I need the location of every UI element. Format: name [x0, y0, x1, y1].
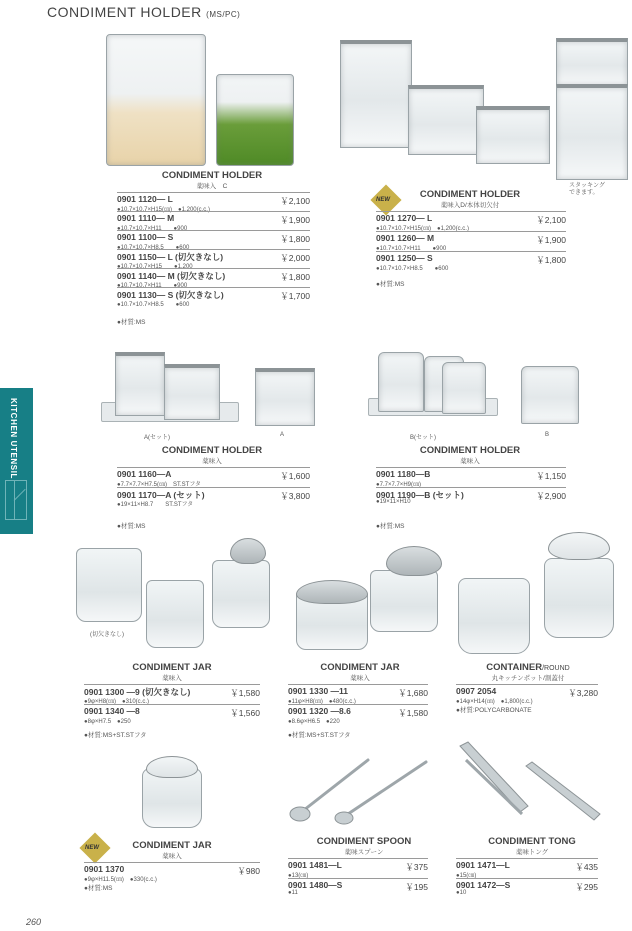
- jar-3-row: [84, 862, 260, 882]
- product-spec: ●11: [288, 890, 298, 896]
- holder-d-stack-top-photo: [556, 38, 628, 86]
- product-spec: ●7.7×7.7×H9(㎝): [376, 482, 421, 488]
- holder-a-subtitle: 薬味入: [202, 458, 222, 465]
- holder-a-set-left-photo: [115, 352, 165, 416]
- jar-2-subtitle: 薬味入: [350, 675, 370, 682]
- product-price: ￥1,900: [536, 235, 566, 245]
- product-spec: ●10.7×10.7×H15 ●1,200: [117, 264, 193, 270]
- jar-2-row: [288, 684, 428, 704]
- product-spec: ●10.7×10.7×H11 ●900: [117, 283, 188, 289]
- product-spec: ●10.7×10.7×H8.5 ●600: [117, 245, 190, 251]
- product-spec: ●8φ×H7.5 ●250: [84, 719, 131, 725]
- holder-a-row: [117, 487, 310, 507]
- product-code: 0901 1270— L: [376, 213, 433, 223]
- tong-subtitle: 薬味トング: [515, 849, 549, 856]
- product-spec: ●15(㎝): [456, 873, 477, 879]
- holder-a-set-right-photo: [164, 364, 220, 420]
- product-price: ￥980: [237, 866, 260, 876]
- section-tab-label: KITCHEN UTENSIL: [9, 398, 18, 479]
- spoon-row: [288, 858, 428, 878]
- holder-d-row: [376, 211, 566, 231]
- product-code: 0901 1471—L: [456, 860, 510, 870]
- holder-b-row: [376, 467, 566, 487]
- holder-a-row: [117, 467, 310, 487]
- container-closed-photo: [458, 578, 530, 654]
- product-price: ￥1,800: [280, 234, 310, 244]
- holder-c-row: [117, 230, 310, 250]
- product-spec: ●9φ×H8(㎝) ●310(c.c.): [84, 699, 149, 705]
- holder-d-row: [376, 251, 566, 271]
- tong-row: [456, 878, 598, 898]
- jar-1-caption: (切欠きなし): [90, 632, 124, 638]
- product-spec: ●10.7×10.7×H8.5 ●600: [376, 266, 449, 272]
- product-code: 0901 1250— S: [376, 253, 433, 263]
- product-price: ￥3,800: [280, 491, 310, 501]
- holder-a-title: CONDIMENT HOLDER: [161, 445, 263, 456]
- product-price: ￥295: [575, 882, 598, 892]
- product-price: ￥195: [405, 882, 428, 892]
- product-price: ￥1,900: [280, 215, 310, 225]
- holder-a-material: ●材質:MS: [117, 523, 146, 530]
- holder-c-title: CONDIMENT HOLDER: [161, 170, 263, 181]
- container-title: [468, 662, 588, 673]
- tong-photo: [454, 740, 604, 824]
- product-spec: ●10.7×10.7×H15(㎝) ●1,200(c.c.): [376, 226, 469, 232]
- jar-2-title: CONDIMENT JAR: [320, 662, 400, 673]
- page-title-sub: (MS/PC): [206, 10, 241, 19]
- jar-2-hinged-photo: [370, 570, 438, 632]
- product-code: 0901 1481—L: [288, 860, 342, 870]
- product-price: ￥2,100: [280, 196, 310, 206]
- product-code: 0901 1370: [84, 864, 125, 874]
- product-spec: ●19×11×H10: [376, 499, 411, 505]
- holder-d-s-photo: [476, 106, 550, 164]
- container-title-suffix: /ROUND: [542, 665, 570, 672]
- product-code: 0901 1100— S: [117, 232, 174, 242]
- holder-a-single-photo: [255, 368, 315, 426]
- product-spec: ●10: [456, 890, 467, 896]
- holder-d-l-photo: [340, 40, 412, 148]
- holder-c-small-photo: [216, 74, 294, 166]
- product-price: ￥1,150: [536, 471, 566, 481]
- tong-row: [456, 858, 598, 878]
- new-badge-label: NEW: [376, 197, 390, 203]
- tong-small: [526, 762, 600, 820]
- holder-c-row: [117, 192, 310, 212]
- product-spec: ●9φ×H11.5(㎝) ●330(c.c.): [84, 877, 157, 883]
- tong-large-arm: [466, 760, 522, 814]
- product-price: ￥1,580: [230, 688, 260, 698]
- product-code: 0901 1170—A (セット): [117, 490, 205, 500]
- container-subtitle: 丸キッチンポット/割蓋付: [491, 675, 565, 682]
- jar-2-row: [288, 704, 428, 724]
- page-number: 260: [26, 917, 42, 927]
- stacking-note: スタッキング できます。: [569, 183, 605, 196]
- jar-1-subtitle: 薬味入: [162, 675, 182, 682]
- product-code: 0901 1160—A: [117, 469, 172, 479]
- holder-d-subtitle: 薬味入D/本体切欠付: [440, 202, 500, 209]
- container-material: ●材質:POLYCARBONATE: [456, 707, 532, 714]
- product-price: ￥1,800: [536, 255, 566, 265]
- jar-2-material: ●材質:MS+ST.STフタ: [288, 732, 351, 739]
- jar-1-hinged-lid: [230, 538, 266, 564]
- jar-3-material: ●材質:MS: [84, 885, 113, 892]
- holder-b-set-left-photo: [378, 352, 424, 412]
- holder-d-material: ●材質:MS: [376, 281, 405, 288]
- product-spec: ●11φ×H8(㎝) ●480(c.c.): [288, 699, 356, 705]
- holder-c-row: [117, 287, 310, 307]
- page-title: [47, 4, 240, 20]
- tong-title: CONDIMENT TONG: [488, 836, 576, 847]
- product-price: ￥1,800: [280, 272, 310, 282]
- spoon-small-bowl: [335, 812, 353, 824]
- product-code: 0901 1480—S: [288, 880, 343, 890]
- holder-a-set-caption: A(セット): [144, 435, 170, 441]
- holder-d-m-photo: [408, 85, 484, 155]
- jar-1-row: [84, 704, 260, 724]
- product-spec: ●10.7×10.7×H15(㎝) ●1,200(c.c.): [117, 207, 210, 213]
- holder-d-row: [376, 231, 566, 251]
- holder-c-row: [117, 249, 310, 269]
- holder-c-large-photo: [106, 34, 206, 166]
- product-code: 0901 1190—B (セット): [376, 490, 464, 500]
- holder-c-row: [117, 268, 310, 288]
- holder-b-set-caption: B(セット): [410, 435, 436, 441]
- spoon-large-bowl: [290, 807, 310, 821]
- spoon-photo: [286, 748, 436, 826]
- product-code: 0901 1180—B: [376, 469, 431, 479]
- product-code: 0901 1110— M: [117, 213, 175, 223]
- holder-a-single-caption: A: [280, 432, 285, 438]
- product-price: ￥375: [405, 862, 428, 872]
- page-title-text: CONDIMENT HOLDER: [47, 4, 202, 20]
- jar-1-row: [84, 684, 260, 704]
- container-open-lid: [548, 532, 610, 560]
- jar-3-lid: [146, 756, 198, 778]
- holder-b-subtitle: 薬味入: [460, 458, 480, 465]
- product-price: ￥2,000: [280, 253, 310, 263]
- jar-2-hinged-lid: [386, 546, 442, 576]
- product-code: 0901 1320 —8.6: [288, 706, 351, 716]
- product-code: 0901 1150— L (切欠きなし): [117, 252, 224, 262]
- spoon-subtitle: 薬味スプーン: [344, 849, 384, 856]
- jar-2-lid: [296, 580, 368, 604]
- holder-c-subtitle: 薬味入 C: [196, 183, 228, 190]
- container-row: [456, 684, 598, 704]
- product-code: 0901 1260— M: [376, 233, 435, 243]
- product-price: ￥1,600: [280, 471, 310, 481]
- holder-c-material: ●材質:MS: [117, 319, 146, 326]
- holder-b-title: CONDIMENT HOLDER: [419, 445, 521, 456]
- product-spec: ●7.7×7.7×H7.5(㎝) ST.STフタ: [117, 482, 201, 488]
- container-open-photo: [544, 558, 614, 638]
- product-price: ￥3,280: [568, 688, 598, 698]
- jar-1-hinged-photo: [212, 560, 270, 628]
- product-price: ￥2,100: [536, 215, 566, 225]
- holder-c-row: [117, 211, 310, 231]
- holder-d-title: CONDIMENT HOLDER: [419, 189, 521, 200]
- product-code: 0901 1120— L: [117, 194, 173, 204]
- product-code: 0907 2054: [456, 686, 497, 696]
- product-spec: ●14φ×H14(㎝) ●1,800(c.c.): [456, 699, 533, 705]
- product-code: 0901 1340 —8: [84, 706, 140, 716]
- holder-b-set-right-photo: [442, 362, 486, 414]
- spoon-small-handle: [348, 762, 426, 814]
- jar-1-open-photo: [76, 548, 142, 622]
- product-price: ￥2,900: [536, 491, 566, 501]
- jar-1-title: CONDIMENT JAR: [132, 662, 212, 673]
- spoon-title: CONDIMENT SPOON: [316, 836, 412, 847]
- holder-b-material: ●材質:MS: [376, 523, 405, 530]
- product-code: 0901 1330 —11: [288, 686, 349, 696]
- product-price: ￥1,580: [398, 708, 428, 718]
- product-code: 0901 1300 —9 (切欠きなし): [84, 687, 191, 697]
- spoon-large-handle: [304, 760, 368, 810]
- holder-b-single-photo: [521, 366, 579, 424]
- product-price: ￥1,700: [280, 291, 310, 301]
- spoon-row: [288, 878, 428, 898]
- holder-d-stack-bottom-photo: [556, 84, 628, 180]
- product-spec: ●10.7×10.7×H8.5 ●600: [117, 302, 190, 308]
- holder-b-single-caption: B: [545, 432, 550, 438]
- product-code: 0901 1140— M (切欠きなし): [117, 271, 226, 281]
- jar-3-title: CONDIMENT JAR: [132, 840, 212, 851]
- jar-1-lidded-photo: [146, 580, 204, 648]
- product-spec: ●10.7×10.7×H11 ●900: [376, 246, 447, 252]
- product-code: 0901 1472—S: [456, 880, 511, 890]
- product-spec: ●13(㎝): [288, 873, 309, 879]
- new-badge-label: NEW: [85, 845, 99, 851]
- product-price: ￥435: [575, 862, 598, 872]
- tong-large: [460, 742, 528, 812]
- container-title-main: CONTAINER: [486, 662, 543, 673]
- jar-1-material: ●材質:MS+ST.STフタ: [84, 732, 147, 739]
- product-spec: ●8.6φ×H6.5 ●220: [288, 719, 340, 725]
- jar-3-subtitle: 薬味入: [162, 853, 182, 860]
- product-price: ￥1,560: [230, 708, 260, 718]
- holder-b-row: [376, 487, 566, 507]
- section-tab-k-logo: [5, 480, 27, 520]
- product-code: 0901 1130— S (切欠きなし): [117, 290, 224, 300]
- product-price: ￥1,680: [398, 688, 428, 698]
- product-spec: ●19×11×H8.7 ST.STフタ: [117, 502, 194, 508]
- product-spec: ●10.7×10.7×H11 ●900: [117, 226, 188, 232]
